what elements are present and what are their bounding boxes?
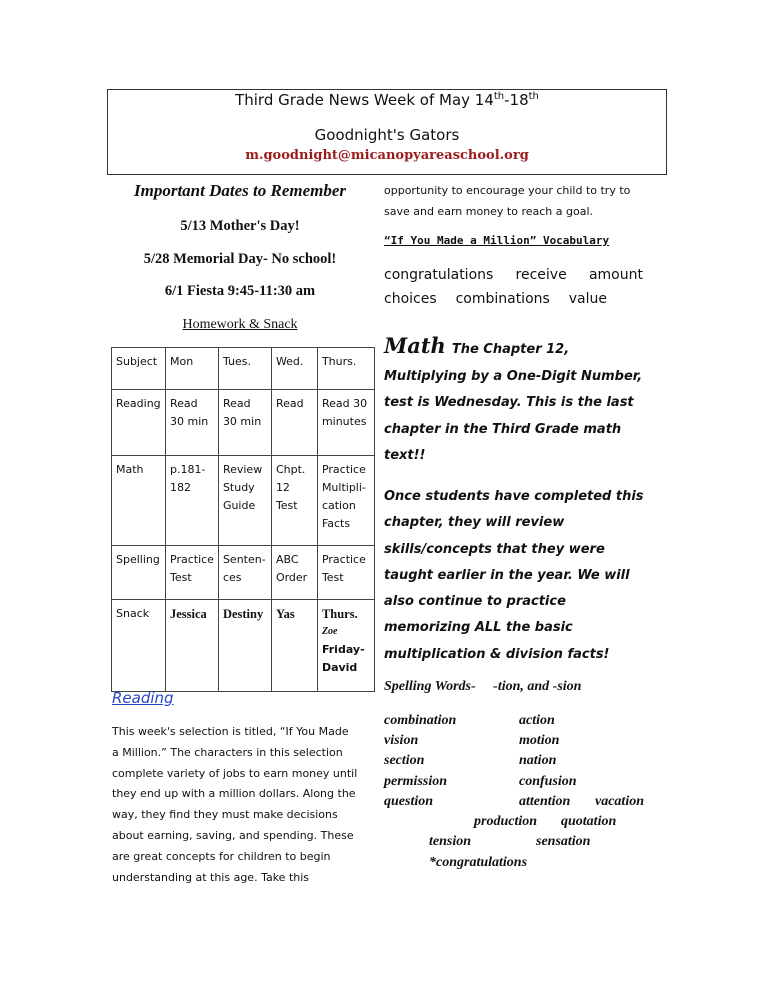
table-header-cell: Wed. (271, 348, 317, 390)
spelling-word: attention (519, 794, 571, 809)
math-paragraph-2 (384, 484, 656, 668)
vocabulary-row (384, 291, 607, 307)
table-header-cell: Mon (166, 348, 219, 390)
text-line: multiplication & division facts! (384, 646, 610, 662)
table-cell: Review Study Guide (218, 456, 271, 546)
homework-title: Homework & Snack (182, 317, 298, 332)
table-cell: p.181-182 (166, 456, 219, 546)
spelling-word: sensation (536, 834, 591, 849)
spelling-word: production (474, 814, 538, 829)
spelling-word: vacation (595, 794, 644, 809)
text-line: are great concepts for children to begin (112, 849, 331, 863)
table-cell: Jessica (166, 600, 219, 692)
vocab-word: receive (515, 267, 567, 283)
text-line: understanding at this age. Take this (112, 870, 310, 884)
text-line (384, 333, 654, 364)
snack-friday-name: David (321, 661, 358, 674)
class-name: Goodnight's Gators (314, 126, 460, 144)
table-header-cell: Thurs. (317, 348, 374, 390)
important-dates-title: Important Dates to Remember (133, 181, 347, 200)
table-row (112, 390, 375, 456)
text-line: chapter, they will review (384, 515, 565, 531)
spelling-word: quotation (561, 814, 617, 829)
table-cell: Destiny (218, 600, 271, 692)
vocab-word: value (568, 291, 607, 307)
text-line: about earning, saving, and spending. These (112, 828, 354, 842)
table-cell: Reading (112, 390, 166, 456)
text-line: opportunity to encourage your child to try to (384, 184, 631, 197)
text-line: skills/concepts that they were (384, 541, 605, 557)
table-cell: Read 30 minutes (317, 390, 374, 456)
spelling-word: section (384, 753, 425, 768)
vocab-word: choices (384, 291, 437, 307)
text-line: also continue to practice (384, 594, 566, 610)
text-line: Multiplying by a One-Digit Number, (384, 368, 643, 384)
table-row (112, 600, 375, 692)
vocab-word: combinations (455, 291, 550, 307)
text-segment: The Chapter 12, (451, 342, 570, 357)
text-line: chapter in the Third Grade math (384, 421, 622, 437)
snack-thurs-name: Zoe (321, 626, 338, 637)
spelling-word: tension (429, 834, 472, 849)
table-cell (317, 600, 374, 692)
snack-thurs-label: Thurs. (321, 607, 358, 621)
table-cell: Practice Test (166, 546, 219, 600)
text-line: complete variety of jobs to earn money until (112, 766, 358, 780)
date-item: 5/28 Memorial Day- No school! (143, 251, 337, 267)
text-line: way, they find they must make decisions (112, 808, 338, 822)
snack-friday-label: Friday- (321, 643, 365, 656)
table-cell: Spelling (112, 546, 166, 600)
text-line: they end up with a million dollars. Along the (112, 787, 356, 801)
table-cell: Snack (112, 600, 166, 692)
math-heading: Math (384, 333, 446, 358)
reading-continued (384, 181, 654, 223)
date-item: 6/1 Fiesta 9:45-11:30 am (164, 283, 316, 299)
table-cell: Chpt. 12 Test (271, 456, 317, 546)
text-line: memorizing ALL the basic (384, 620, 573, 636)
newsletter-title: Third Grade News Week of May 14th-18th (235, 91, 539, 109)
spelling-word: motion (519, 733, 560, 748)
spelling-word: question (384, 794, 434, 809)
math-paragraph (384, 333, 654, 470)
vocabulary-row (384, 267, 643, 283)
spelling-word: permission (384, 774, 448, 789)
homework-table (111, 347, 375, 692)
table-cell: Yas (271, 600, 317, 692)
table-cell: Read 30 min (218, 390, 271, 456)
spelling-word: combination (384, 713, 457, 728)
spelling-word: vision (384, 733, 419, 748)
email-link[interactable]: m.goodnight@micanopyareaschool.org (245, 148, 529, 163)
spelling-word: nation (519, 753, 557, 768)
table-cell: Read (271, 390, 317, 456)
date-item: 5/13 Mother's Day! (180, 218, 300, 234)
vocabulary-title: “If You Made a Million” Vocabulary (384, 234, 610, 247)
table-cell: Practice Test (317, 546, 374, 600)
text-line: taught earlier in the year. We will (384, 567, 630, 583)
spelling-word: confusion (519, 774, 577, 789)
reading-paragraph (112, 722, 374, 888)
text-line: test is Wednesday. This is the last (384, 395, 634, 410)
spelling-heading: Spelling Words- -tion, and -sion (384, 679, 582, 694)
table-header-row (112, 348, 375, 390)
text-line: text!! (384, 448, 426, 463)
table-row (112, 456, 375, 546)
table-cell: Senten-ces (218, 546, 271, 600)
text-line: save and earn money to reach a goal. (384, 204, 594, 218)
table-cell: Read 30 min (166, 390, 219, 456)
vocab-word: amount (588, 267, 643, 283)
table-cell: Practice Multipli-cation Facts (317, 456, 374, 546)
spelling-word: action (519, 713, 555, 728)
table-cell: Math (112, 456, 166, 546)
reading-heading: Reading (112, 689, 174, 707)
text-line: Once students have completed this (384, 489, 644, 504)
vocab-word: congratulations (384, 267, 494, 283)
text-line: a Million.” The characters in this selection (112, 745, 343, 759)
table-row (112, 546, 375, 600)
table-header-cell: Subject (112, 348, 166, 390)
table-cell: ABC Order (271, 546, 317, 600)
spelling-word: *congratulations (429, 855, 528, 870)
text-line: This week's selection is titled, “If You Made (112, 725, 349, 738)
table-header-cell: Tues. (218, 348, 271, 390)
